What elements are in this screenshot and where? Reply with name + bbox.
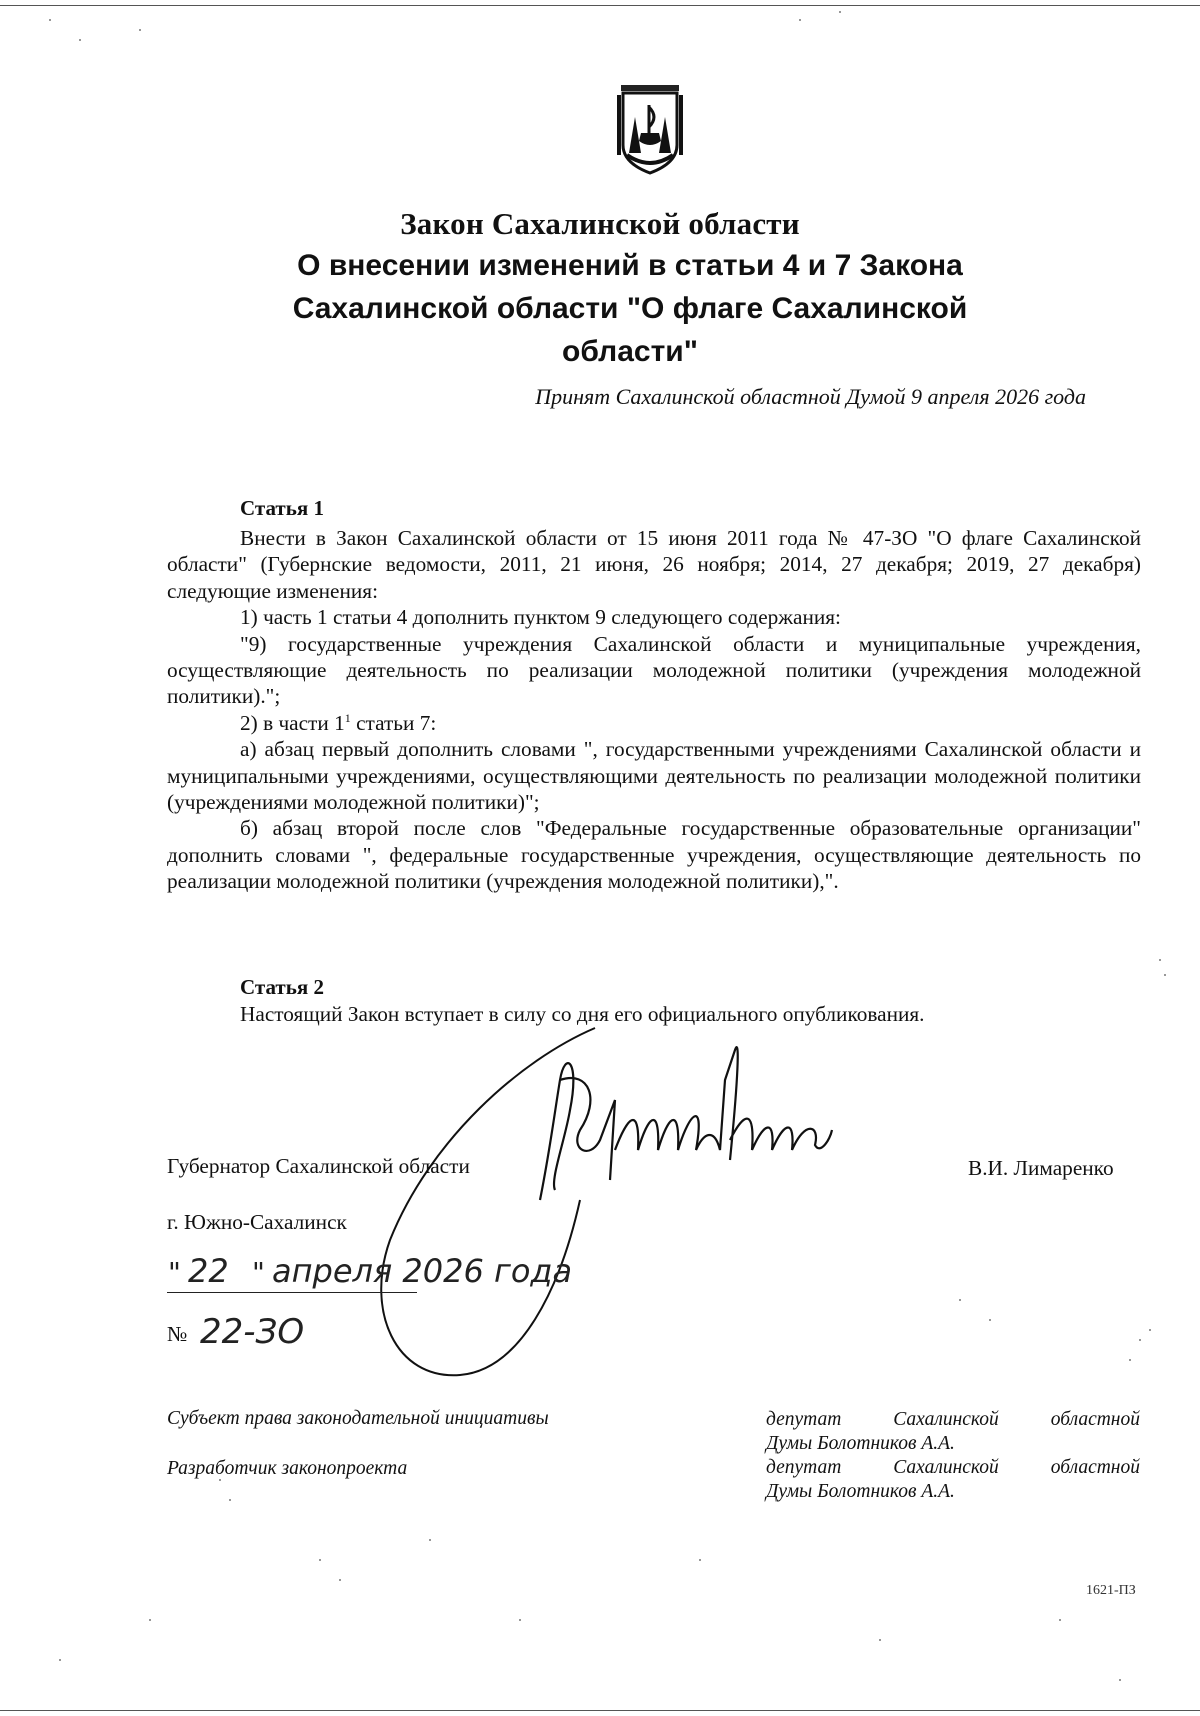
- date-underline: [167, 1292, 417, 1293]
- initiative-word-3: областной: [1050, 1409, 1140, 1430]
- article-1-heading: Статья 1: [240, 496, 324, 520]
- date-close-quote: ": [252, 1256, 265, 1289]
- developer-value-line-1: [766, 1456, 1140, 1480]
- article-1-item-2a: а) абзац первый дополнить словами ", государственными учреждениями Сахалинской области и муниципальными учреждениями, осуществляющими деятельность по реализации молодежной политики (учреждениями молодежной политики)";: [167, 737, 1141, 815]
- developer-label: Разработчик законопроекта: [167, 1458, 408, 1479]
- item-2-suffix: статьи 7:: [350, 710, 437, 735]
- developer-word-3: областной: [1050, 1457, 1140, 1478]
- article-1-item-2b: б) абзац второй после слов "Федеральные государственные образовательные организации" дополнить словами ", федеральные государственные учреждения, осуществляющие деятельность по реализации молодежной политики (учреждения молодежной политики),".: [167, 816, 1141, 894]
- law-title: Закон Сахалинской области: [400, 206, 800, 241]
- developer-value-line-2: Думы Болотников А.А.: [766, 1481, 955, 1502]
- article-1-intro: Внести в Закон Сахалинской области от 15 июня 2011 года № 47-ЗО "О флаге Сахалинской области" (Губернские ведомости, 2011, 21 июня, 26 ноября; 2014, 27 декабря; 2019, 27 декабря) следующие изменения:: [167, 526, 1141, 603]
- date-month-year: апреля 2026 года: [272, 1252, 573, 1290]
- initiative-value-line-2: Думы Болотников А.А.: [766, 1433, 955, 1454]
- developer-word-1: депутат: [766, 1457, 842, 1478]
- article-2-heading: Статья 2: [240, 975, 324, 999]
- item-2-superscript: 1: [344, 710, 351, 725]
- initiative-word-1: депутат: [766, 1409, 842, 1430]
- initiative-value: [766, 1408, 1140, 1456]
- initiative-label: Субъект права законодательной инициативы: [167, 1408, 549, 1429]
- article-1-item-2: [167, 710, 1141, 736]
- document-code: 1621-ПЗ: [1086, 1583, 1136, 1598]
- article-2-text: Настоящий Закон вступает в силу со дня его официального опубликования.: [240, 1002, 925, 1026]
- initiative-word-2: Сахалинской: [893, 1409, 999, 1430]
- article-1-body: [167, 525, 1141, 895]
- item-2-prefix: 2) в части 1: [240, 710, 345, 735]
- developer-word-2: Сахалинской: [893, 1457, 999, 1478]
- initiative-value-line-1: [766, 1408, 1140, 1432]
- sakhalin-coat-of-arms-icon: [615, 83, 685, 175]
- date-day: 22: [188, 1252, 229, 1290]
- date-open-quote: ": [168, 1256, 181, 1289]
- scan-bottom-edge: [0, 1710, 1200, 1711]
- article-1-item-1: 1) часть 1 статьи 4 дополнить пунктом 9 следующего содержания:: [240, 605, 841, 630]
- developer-value: [766, 1456, 1140, 1504]
- adoption-note: Принят Сахалинской областной Думой 9 апреля 2026 года: [535, 384, 1086, 409]
- law-number: 22-ЗО: [200, 1312, 305, 1352]
- scan-top-edge: [0, 5, 1200, 6]
- article-1-item-1-text: "9) государственные учреждения Сахалинской области и муниципальные учреждения, осуществляющие деятельность по реализации молодежной политики (учреждения молодежной политики).";: [167, 631, 1141, 709]
- law-subject: О внесении изменений в статьи 4 и 7 Закона Сахалинской области "О флаге Сахалинской области": [292, 249, 968, 368]
- law-number-prefix: №: [167, 1322, 188, 1346]
- governor-position: Губернатор Сахалинской области: [167, 1154, 470, 1178]
- governor-signature-icon: [520, 1040, 940, 1210]
- governor-name: В.И. Лимаренко: [968, 1156, 1114, 1180]
- article-2-body: [167, 1001, 1141, 1027]
- signing-city: г. Южно-Сахалинск: [167, 1210, 347, 1234]
